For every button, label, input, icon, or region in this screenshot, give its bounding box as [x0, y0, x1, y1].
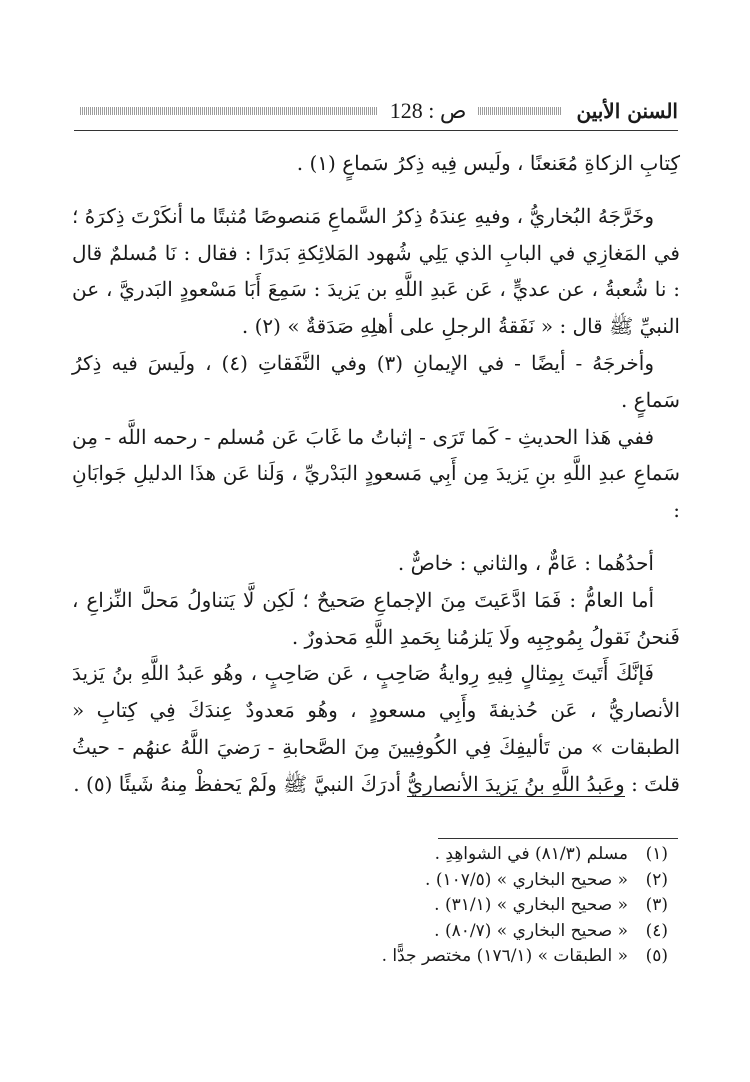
paragraph-6: أما العامُّ : فَمَا ادَّعَيتَ مِنَ الإجماعِ صَحيحٌ ؛ لَكِن لَّا يَتناولُ مَحلَّ النِّزاعِ ، فَنحنُ نَقولُ بِمُوجِبِه ولَا يَلزمُنا بِحَمدِ اللَّهِ مَحذورٌ .: [72, 587, 680, 649]
paragraph-5: أحدُهُما : عَامٌّ ، والثاني : خاصٌّ .: [397, 550, 654, 575]
paragraph-7-end: أدرَكَ النبيَّ ﷺ ولَمْ يَحفظْ مِنهُ شَيئًا (٥) .: [73, 771, 408, 796]
footnote-text: مسلم (٨١/٣) في الشواهِدِ .: [434, 844, 628, 864]
paragraph-7-start: فَإنَّكَ أَتَيتَ بِمِثالٍ فِيهِ رِوايةُ صَاحِبٍ ، عَن صَاحِبٍ ، وهُو عَبدُ اللَّهِ بنُ يَزيدَ الأنصاريُّ ، عَن حُذيفةَ وأَبِي مسعودٍ ، وهُو مَعدودٌ عِندَكَ فِي كِتابِ « الطبقات » من تَأليفِكَ فِي الكُوفِيينَ مِنَ الصَّحابةِ - رَضيَ اللَّهُ عنهُم - حيثُ قلتَ :: [72, 661, 680, 796]
footnote-separator: [438, 838, 678, 839]
footnote-number: (٤): [645, 920, 668, 941]
header-ornament-right: [478, 107, 562, 115]
header-ornament-left: [80, 107, 378, 115]
paragraph-4: ففي هَذا الحديثِ - كَما تَرَى - إثباتُ ما غَابَ عَن مُسلم - رحمه اللَّه - مِن سَماعِ عبدِ اللَّهِ بنِ يَزيدَ مِن أَبِي مَسعودٍ البَدْريِّ ، وَلَنا عَن هذَا الدليلِ جَوابَانِ :: [72, 424, 680, 523]
paragraph-3: وأخرجَهُ - أيضًا - في الإيمانِ (٣) وفي النَّفَقاتِ (٤) ، ولَيسَ فيه ذِكرُ سَماعٍ .: [72, 350, 680, 412]
header-rule: [74, 130, 678, 131]
footnote: [72, 868, 680, 894]
page-number: ص : 128: [389, 98, 467, 123]
footnote: [72, 842, 680, 868]
running-header: [74, 94, 678, 128]
footnote: [72, 893, 680, 919]
footnote-text: « الطبقات » (١٧٦/١) مختصر جدًّا .: [381, 946, 628, 967]
footnote-text: « صحيح البخاري » (٣١/١) .: [434, 895, 628, 916]
paragraph-2: وخَرَّجَهُ البُخاريُّ ، وفيهِ عِندَهُ ذِكرُ السَّماعِ مَنصوصًا مُثبتًا ما أنكَرْتَ ذِكرَهُ ؛ في المَغازِي في البابِ الذي يَلِي شُهود المَلائِكةِ بَدرًا : فقال : نَا مُسلمٌ قال : نا شُعبةُ ، عن عديٍّ ، عَن عَبدِ اللَّهِ بن يَزيدَ : سَمِعَ أَبَا مَسْعودٍ البَدريَّ ، عن النبيِّ ﷺ قال : « نَفَقةُ الرجلِ على أهلِهِ صَدَقةٌ » (٢) .: [72, 203, 680, 339]
underlined-phrase: وعَبدُ اللَّهِ بنُ يَزيدَ الأنصاريُّ: [407, 771, 625, 796]
footnote-text: « صحيح البخاري » (٨٠/٧) .: [434, 920, 628, 941]
footnote-number: (٥): [645, 946, 668, 967]
footnote-text: « صحيح البخاري » (١٠٧/٥) .: [425, 869, 628, 890]
paragraph-1: كِتابِ الزكاةِ مُعَنعنًا ، ولَيس فِيه ذِكرُ سَماعٍ (١) .: [296, 151, 680, 175]
paragraph-7: [72, 655, 680, 802]
footnote-number: (٢): [645, 869, 668, 890]
main-text: [72, 145, 680, 803]
footnotes: [72, 842, 680, 970]
footnote: [72, 919, 680, 945]
book-title: السنن الأبين: [576, 99, 678, 123]
footnote: [72, 944, 680, 970]
footnote-number: (١): [645, 844, 668, 864]
footnote-number: (٣): [645, 895, 668, 916]
